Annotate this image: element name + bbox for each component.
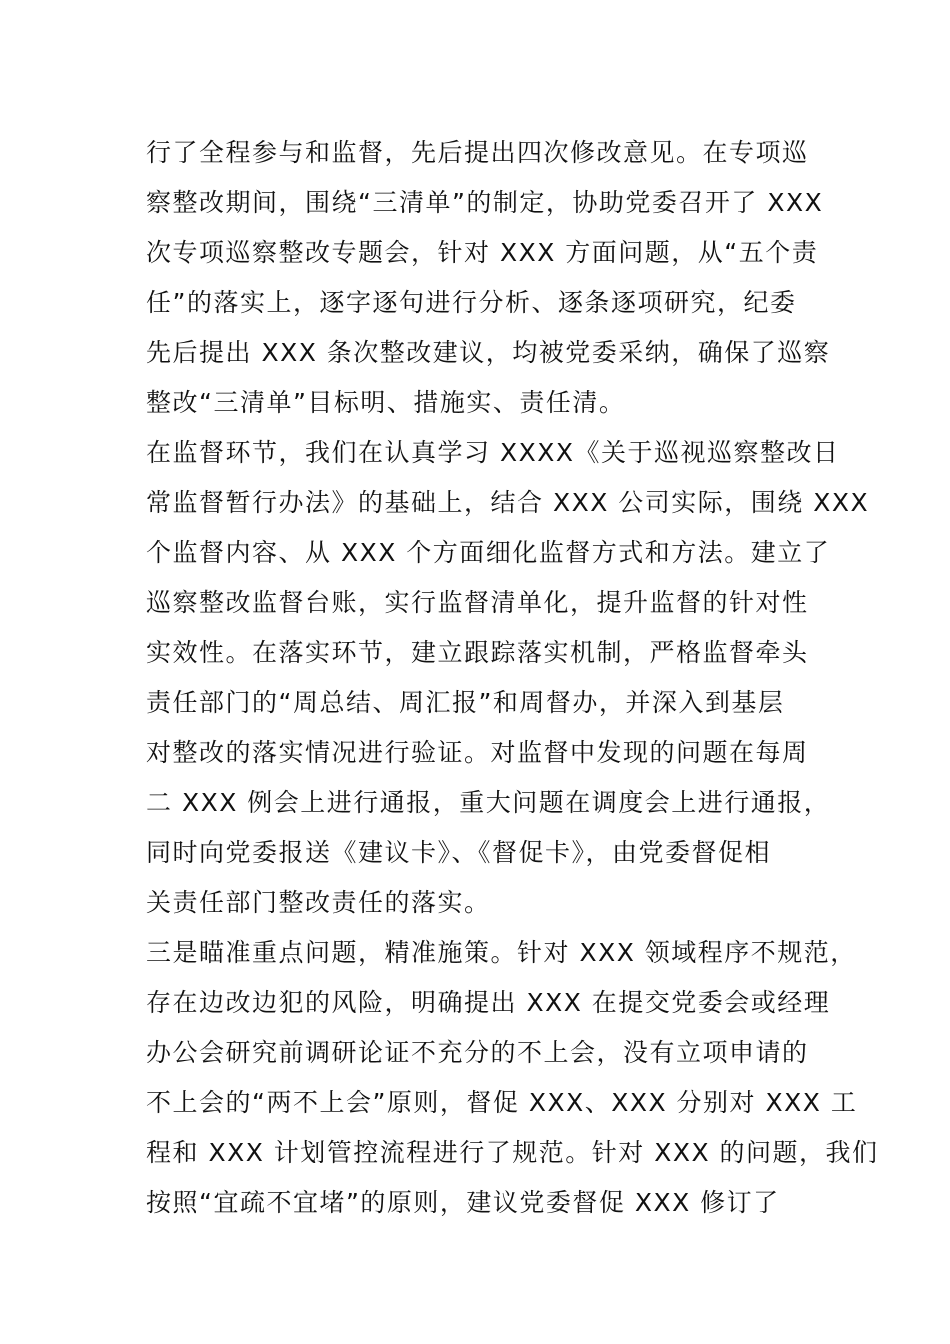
- text-line-21: 程和 XXX 计划管控流程进行了规范。针对 XXX 的问题，我们: [146, 1138, 879, 1167]
- text-line-7: 在监督环节，我们在认真学习 XXXX《关于巡视巡察整改日: [146, 438, 840, 467]
- text-line-22: 按照“宜疏不宜堵”的原则，建议党委督促 XXX 修订了: [146, 1188, 780, 1217]
- text-line-1: 行了全程参与和监督，先后提出四次修改意见。在专项巡: [146, 138, 809, 167]
- text-line-9: 个监督内容、从 XXX 个方面细化监督方式和方法。建立了: [146, 538, 831, 567]
- text-line-12: 责任部门的“周总结、周汇报”和周督办，并深入到基层: [146, 688, 785, 717]
- text-line-3: 次专项巡察整改专题会，针对 XXX 方面问题，从“五个责: [146, 238, 819, 267]
- text-line-16: 关责任部门整改责任的落实。: [146, 888, 491, 917]
- text-line-20: 不上会的“两不上会”原则，督促 XXX、XXX 分别对 XXX 工: [146, 1088, 858, 1117]
- text-line-10: 巡察整改监督台账，实行监督清单化，提升监督的针对性: [146, 588, 809, 617]
- body-text: [146, 128, 879, 1228]
- text-line-4: 任”的落实上，逐字逐句进行分析、逐条逐项研究，纪委: [146, 288, 797, 317]
- text-line-13: 对整改的落实情况进行验证。对监督中发现的问题在每周: [146, 738, 809, 767]
- text-line-6: 整改“三清单”目标明、措施实、责任清。: [146, 388, 626, 417]
- text-line-8: 常监督暂行办法》的基础上，结合 XXX 公司实际，围绕 XXX: [146, 488, 870, 517]
- text-line-17: 三是瞄准重点问题，精准施策。针对 XXX 领域程序不规范，: [146, 938, 857, 967]
- text-line-19: 办公会研究前调研论证不充分的不上会，没有立项申请的: [146, 1038, 809, 1067]
- text-line-14: 二 XXX 例会上进行通报，重大问题在调度会上进行通报，: [146, 788, 831, 817]
- text-line-18: 存在边改边犯的风险，明确提出 XXX 在提交党委会或经理: [146, 988, 831, 1017]
- text-line-5: 先后提出 XXX 条次整改建议，均被党委采纳，确保了巡察: [146, 338, 831, 367]
- text-line-11: 实效性。在落实环节，建立跟踪落实机制，严格监督牵头: [146, 638, 809, 667]
- text-line-2: 察整改期间，围绕“三清单”的制定，协助党委召开了 XXX: [146, 188, 824, 217]
- text-line-15: 同时向党委报送《建议卡》、《督促卡》，由党委督促相: [146, 838, 772, 867]
